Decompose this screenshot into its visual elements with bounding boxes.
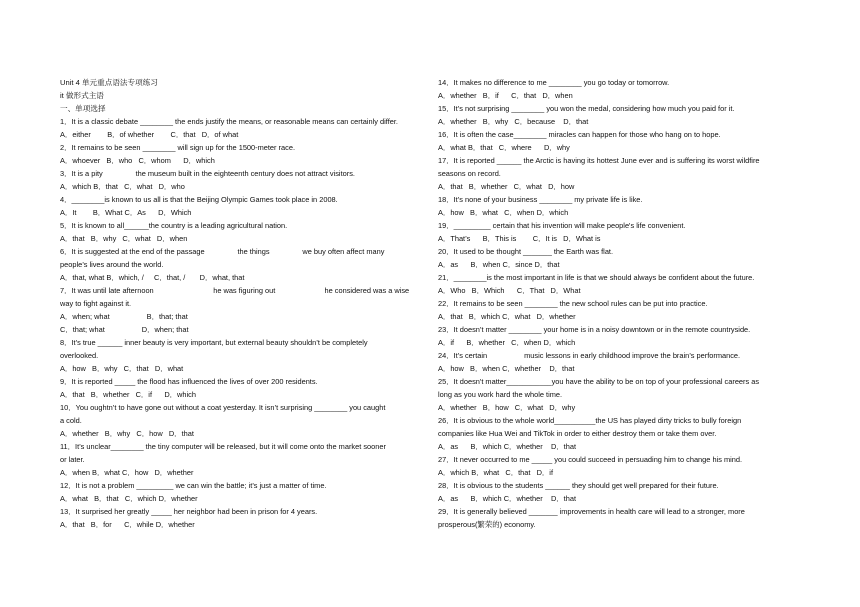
question-line: 21．________is the most important in life is that we should always be confident about the future. [438, 273, 755, 282]
question-line: 22．It remains to be seen ________ the new school rules can be put into practice. [438, 299, 708, 308]
question-line: a cold. [60, 416, 82, 425]
question-line: long as you work hard the whole time. [438, 390, 563, 399]
question-line: 1．It is a classic debate ________ the ends justify the means, or reasonable means can certainly differ. [60, 117, 398, 126]
question-line: 2．It remains to be seen ________ will sign up for the 1500-meter race. [60, 143, 295, 152]
question-line: A．how B．why C．that D．what [60, 364, 184, 373]
question-line: A．how B．what C．when D．which [438, 208, 569, 217]
question-line: A．That’s B．This is C．It is D．What is [438, 234, 601, 243]
question-line: A．either B．of whether C．that D．of what [60, 130, 239, 139]
question-line: A．Who B．Which C．That D．What [438, 286, 581, 295]
question-line: companies like Hua Wei and TikTok in order to either destroy them or take them over. [438, 429, 717, 438]
question-line: A．whether B．why C．because D．that [438, 117, 589, 126]
question-line: A．that B．for C．while D．whether [60, 520, 195, 529]
question-line: people’s lives around the world. [60, 260, 164, 269]
question-line: prosperous(繁荣的) economy. [438, 520, 536, 529]
question-line: 5．It is known to all______the country is a leading agricultural nation. [60, 221, 288, 230]
question-line: A．that B．which C．what D．whether [438, 312, 576, 321]
question-line: A．what B．that C．where D．why [438, 143, 570, 152]
question-line: 4．________is known to us all is that the Beijing Olympic Games took place in 2008. [60, 195, 338, 204]
question-line: 12．It is not a problem _________ we can win the battle; it’s just a matter of time. [60, 481, 327, 490]
section-heading: 一、单项选择 [60, 104, 106, 113]
question-line: 29．It is generally believed _______ improvements in health care will lead to a stronger, more [438, 507, 745, 516]
question-line: 14．It makes no difference to me ________ you go today or tomorrow. [438, 78, 670, 87]
worksheet-title: Unit 4 单元重点语法专项练习 [60, 78, 158, 87]
question-line: A．as B．which C．whether D．that [438, 442, 577, 451]
question-line: 11．It’s unclear________ the tiny computer will be released, but it will come onto the market sooner [60, 442, 386, 451]
question-line: A．that, what B．which, / C．that, / D．what, that [60, 273, 245, 282]
question-line: 23．It doesn’t matter ________ your home is in a noisy downtown or in the remote countryside. [438, 325, 751, 334]
question-line: 9．It is reported _____ the flood has influenced the lives of over 200 residents. [60, 377, 318, 386]
left-column [60, 76, 422, 531]
question-line: 8．It’s true ______ inner beauty is very important, but external beauty shouldn’t be completely [60, 338, 368, 347]
question-line: 16．It is often the case________ miracles can happen for those who hang on to hope. [438, 130, 721, 139]
worksheet-subtitle: it 做形式主语 [60, 91, 104, 100]
question-line: 15．It’s not surprising ________ you won the medal, considering how much you paid for it. [438, 104, 735, 113]
right-column [438, 76, 801, 531]
question-line: A．how B．when C．whether D．that [438, 364, 575, 373]
question-line: A．when; what B．that; that [60, 312, 188, 321]
question-line: A．that B．why C．what D．when [60, 234, 188, 243]
question-line: A．what B．that C．which D．whether [60, 494, 198, 503]
question-line: 13．It surprised her greatly _____ her neighbor had been in prison for 4 years. [60, 507, 318, 516]
question-line: 27．It never occurred to me _____ you could succeed in persuading him to change his mind. [438, 455, 743, 464]
question-line: A．if B．whether C．when D．which [438, 338, 576, 347]
question-line: A．when B．what C．how D．whether [60, 468, 194, 477]
question-line: A．whether B．if C．that D．when [438, 91, 573, 100]
question-line: A．that B．whether C．if D．which [60, 390, 196, 399]
question-line: 18．It’s none of your business ________ my private life is like. [438, 195, 643, 204]
question-line: 17．It is reported ______ the Arctic is having its hottest June ever and is suffering its worst wildfire [438, 156, 760, 165]
question-line: A．whoever B．who C．whom D．which [60, 156, 215, 165]
question-line: 28．It is obvious to the students ______ they should get well prepared for their future. [438, 481, 719, 490]
question-line: way to fight against it. [60, 299, 132, 308]
question-line: A．as B．when C．since D．that [438, 260, 560, 269]
question-line: A．as B．which C．whether D．that [438, 494, 577, 503]
question-line: seasons on record. [438, 169, 501, 178]
question-line: 10．You oughtn’t to have gone out without a coat yesterday. It isn’t surprising ________ you caught [60, 403, 386, 412]
question-line: 7．It was until late afternoon he was figuring out he considered was a wise [60, 286, 410, 295]
question-line: A．It B．What C．As D．Which [60, 208, 192, 217]
question-line: 3．It is a pity the museum built in the eighteenth century does not attract visitors. [60, 169, 355, 178]
question-line: overlooked. [60, 351, 99, 360]
question-line: A．whether B．why C．how D．that [60, 429, 194, 438]
question-line: A．which B．what C．that D．if [438, 468, 553, 477]
question-line: A．whether B．how C．what D．why [438, 403, 576, 412]
question-line: C．that; what D．when; that [60, 325, 189, 334]
question-line: 6．It is suggested at the end of the passage the things we buy often affect many [60, 247, 385, 256]
question-line: 26．It is obvious to the whole world__________the US has played dirty tricks to bully foreign [438, 416, 742, 425]
question-line: 20．It used to be thought _______ the Earth was flat. [438, 247, 614, 256]
question-line: 19．_________ certain that his invention will make people's life convenient. [438, 221, 686, 230]
question-line: or later. [60, 455, 85, 464]
question-line: A．that B．whether C．what D．how [438, 182, 575, 191]
question-line: 24．It’s certain music lessons in early childhood improve the brain’s performance. [438, 351, 741, 360]
question-line: A．which B．that C．what D．who [60, 182, 185, 191]
question-line: 25．It doesn't matter___________you have the ability to be on top of your professional careers as [438, 377, 760, 386]
